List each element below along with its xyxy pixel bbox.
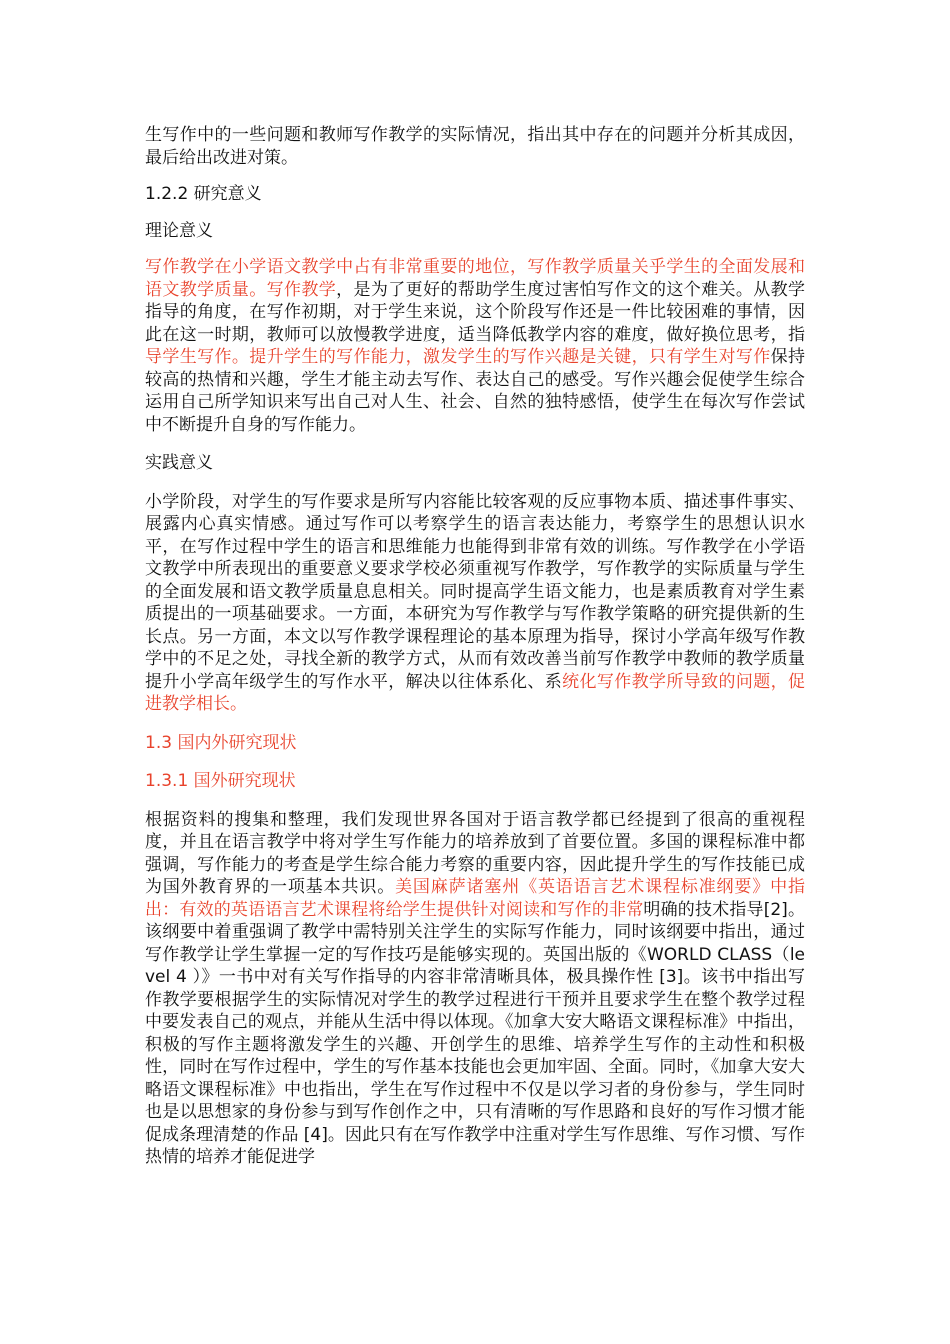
section-heading-1-3-1: 1.3.1 国外研究现状 [145,771,296,791]
paragraph-intro [145,124,805,169]
highlighted-text-run: 写作教学在小学语文教学中占有非常重要的地位，写作教学质量关乎学生的全面发展和语文教学质量。写作教学 [145,257,805,300]
document-page [145,124,805,1169]
text-run: 生写作中的一些问题和教师写作教学的实际情况，指出其中存在的问题并分析其成因，最后给出改进对策。 [145,125,805,168]
paragraph-practice [145,491,805,716]
text-run: ，是为了更好的帮助学生度过害怕写作文的这个难关。从教学指导的角度，在写作初期，对于学生来说，这个阶段写作还是一件比较困难的事情，因此在这一时期，教师可以放慢教学进度，适当降低教学内容的难度，做好换位思考，指 [145,279,806,345]
subheading-theory: 理论意义 [145,220,213,241]
paragraph-foreign-research [145,809,805,1169]
text-run: 保持较高的热情和兴趣，学生才能主动去写作、表达自己的感受。写作兴趣会促使学生综合运用自己所学知识来写出自己对人生、社会、自然的独特感悟，使学生在每次写作尝试中不断提升自身的写作能力。 [145,347,806,435]
highlighted-text-run: 美国麻萨诸塞州《英语语言艺术课程标准纲要》中指出：有效的英语语言艺术课程将给学生提供针对阅读和写作的非常 [145,877,806,920]
text-run: 根据资料的搜集和整理，我们发现世界各国对于语言教学都已经提到了很高的重视程 度，并且在语言教学中将对学生写作能力的培养放到了首要位置。多国的课程标准中都强调，写作能力的考查是学生综合能力考察的重要内容，因此提升学生的写作技能已成为国外教育界的一项基本共识。 [145,809,805,897]
section-heading-1-2-2: 1.2.2 研究意义 [145,184,262,204]
highlighted-text-run: 导学生写作。提升学生的写作能力，激发学生的写作兴趣是关键，只有学生对写作 [145,347,771,367]
text-run: 明确的技术指导[2]。该纲要中着重强调了教学中需特别关注学生的实际写作能力，同时该纲要中指出，通过写作教学让学生掌握一定的写作技巧是能够实现的。英国出版的《WORLD CLASS（level 4 ）》一书中对有关写作指导的内容非常清晰具体，极具操作性 [3]。该书中指出写作教学要根据学生的实际情况对学生的教学过程进行干预并且要求学生在整个教学过程中要发表自己的观点，并能从生活中得以体现。《加拿大安大略语文课程标准》中指出，积极的写作主题将激发学生的兴趣、开创学生的思维、培养学生写作的主动性和积极性，同时在写作过程中，学生的写作基本技能也会更加牢固、全面。同时，《加拿大安大略语文课程标准》中也指出，学生在写作过程中不仅是以学习者的身份参与，学生同时也是以思想家的身份参与到写作创作之中，只有清晰的写作思路和良好的写作习惯才能促成条理清楚的作品 [4]。因此只有在写作教学中注重对学生写作思维、写作习惯、写作热情的培养才能促进学 [145,899,805,1167]
section-heading-1-3: 1.3 国内外研究现状 [145,732,297,753]
highlighted-text-run: 统化写作教学所导致的问题，促进教学相长。 [145,671,806,714]
subheading-practice: 实践意义 [145,453,213,473]
text-run: 小学阶段，对学生的写作要求是所写内容能比较客观的反应事物本质、描述事件事实、展露内心真实情感。通过写作可以考察学生的语言表达能力，考察学生的思想认识水平，在写作过程中学生的语言和思维能力也能得到非常有效的训练。写作教学在小学语文教学中所表现出的重要意义要求学校必须重视写作教学，写作教学的实际质量与学生的全面发展和语文教学质量息息相关。同时提高学生语文能力，也是素质教育对学生素质提出的一项基础要求。一方面，本研究为写作教学与写作教学策略的研究提供新的生长点。另一方面，本文以写作教学课程理论的基本原理为指导，探讨小学高年级写作教学中的不足之处，寻找全新的教学方式，从而有效改善当前写作教学中教师的教学质量提升小学高年级学生的写作水平，解决以往体系化、系 [145,491,805,692]
paragraph-theory [145,256,805,436]
